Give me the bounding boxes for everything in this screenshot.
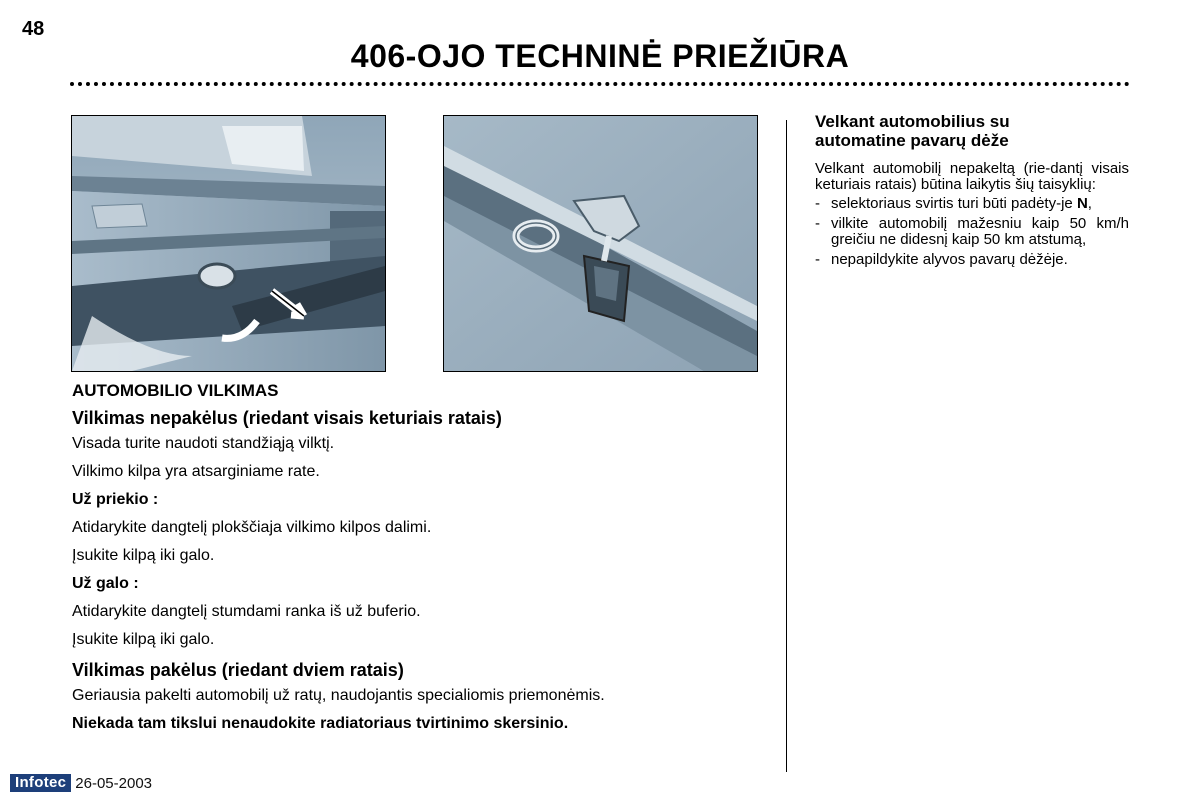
gear-position-n: N [1076, 195, 1088, 212]
page-title: 406-OJO TECHNINĖ PRIEŽIŪRA [350, 38, 850, 74]
label-rear: Už galo : [72, 575, 139, 592]
rear-tow-hook-illustration [444, 116, 757, 371]
section-title: AUTOMOBILIO VILKIMAS [72, 381, 279, 400]
paragraph-lift-wheels: Geriausia pakelti automobilį už ratų, naudojantis specialiomis priemonėmis. [72, 687, 605, 704]
paragraph-rigid-bar: Visada turite naudoti standžiąją vilktį. [72, 435, 335, 452]
column-divider [786, 120, 787, 772]
dash-bullet: - [815, 251, 820, 268]
paragraph-rear-screw-eye: Įsukite kilpą iki galo. [72, 631, 215, 648]
list-item-tail: , [1087, 195, 1092, 212]
automatic-gearbox-section [815, 112, 1129, 272]
list-item-text: nepapildykite alyvos pavarų dėžėje. [831, 251, 1068, 268]
paragraph-eye-location: Vilkimo kilpa yra atsarginiame rate. [72, 463, 320, 480]
front-tow-hook-illustration [72, 116, 385, 371]
paragraph-front-screw-eye: Įsukite kilpą iki galo. [72, 547, 215, 564]
list-item-text: selektoriaus svirtis turi būti padėty-je [831, 195, 1077, 212]
paragraph-front-open-cover: Atidarykite dangtelį plokščiaja vilkimo kilpos dalimi. [72, 519, 432, 536]
footer [10, 774, 152, 792]
subheading-two-wheels: Vilkimas pakėlus (riedant dviem ratais) [72, 660, 404, 680]
dash-bullet: - [815, 195, 820, 212]
list-item-text: vilkite automobilį mažesniu kaip 50 km/h greičiu ne didesnį kaip 50 km atstumą, [831, 215, 1129, 248]
heading-line-1: Velkant automobilius su [815, 112, 1010, 131]
page-number: 48 [22, 18, 45, 40]
rules-intro: Velkant automobilį nepakeltą (rie-dantį visais keturiais ratais) būtina laikytis šių taisyklių: [815, 160, 1129, 193]
automatic-gearbox-heading [815, 112, 1129, 150]
paragraph-rear-open-cover: Atidarykite dangtelį stumdami ranka iš už buferio. [72, 603, 421, 620]
dash-bullet: - [815, 215, 820, 232]
subheading-four-wheels: Vilkimas nepakėlus (riedant visais keturiais ratais) [72, 408, 502, 428]
footer-date: 26-05-2003 [75, 774, 153, 792]
rear-tow-hook-photo [443, 115, 758, 372]
dotted-divider [70, 82, 1130, 86]
label-front: Už priekio : [72, 491, 159, 508]
infotec-logo: Infotec [10, 774, 71, 792]
heading-line-2: automatine pavarų dėže [815, 131, 1009, 150]
rules-list [815, 196, 1129, 268]
list-item [815, 252, 1129, 268]
towing-section [72, 380, 772, 742]
warning-radiator-crossmember: Niekada tam tikslui nenaudokite radiatoriaus tvirtinimo skersinio. [72, 715, 569, 732]
list-item [815, 196, 1129, 212]
list-item [815, 216, 1129, 248]
front-tow-hook-photo [71, 115, 386, 372]
